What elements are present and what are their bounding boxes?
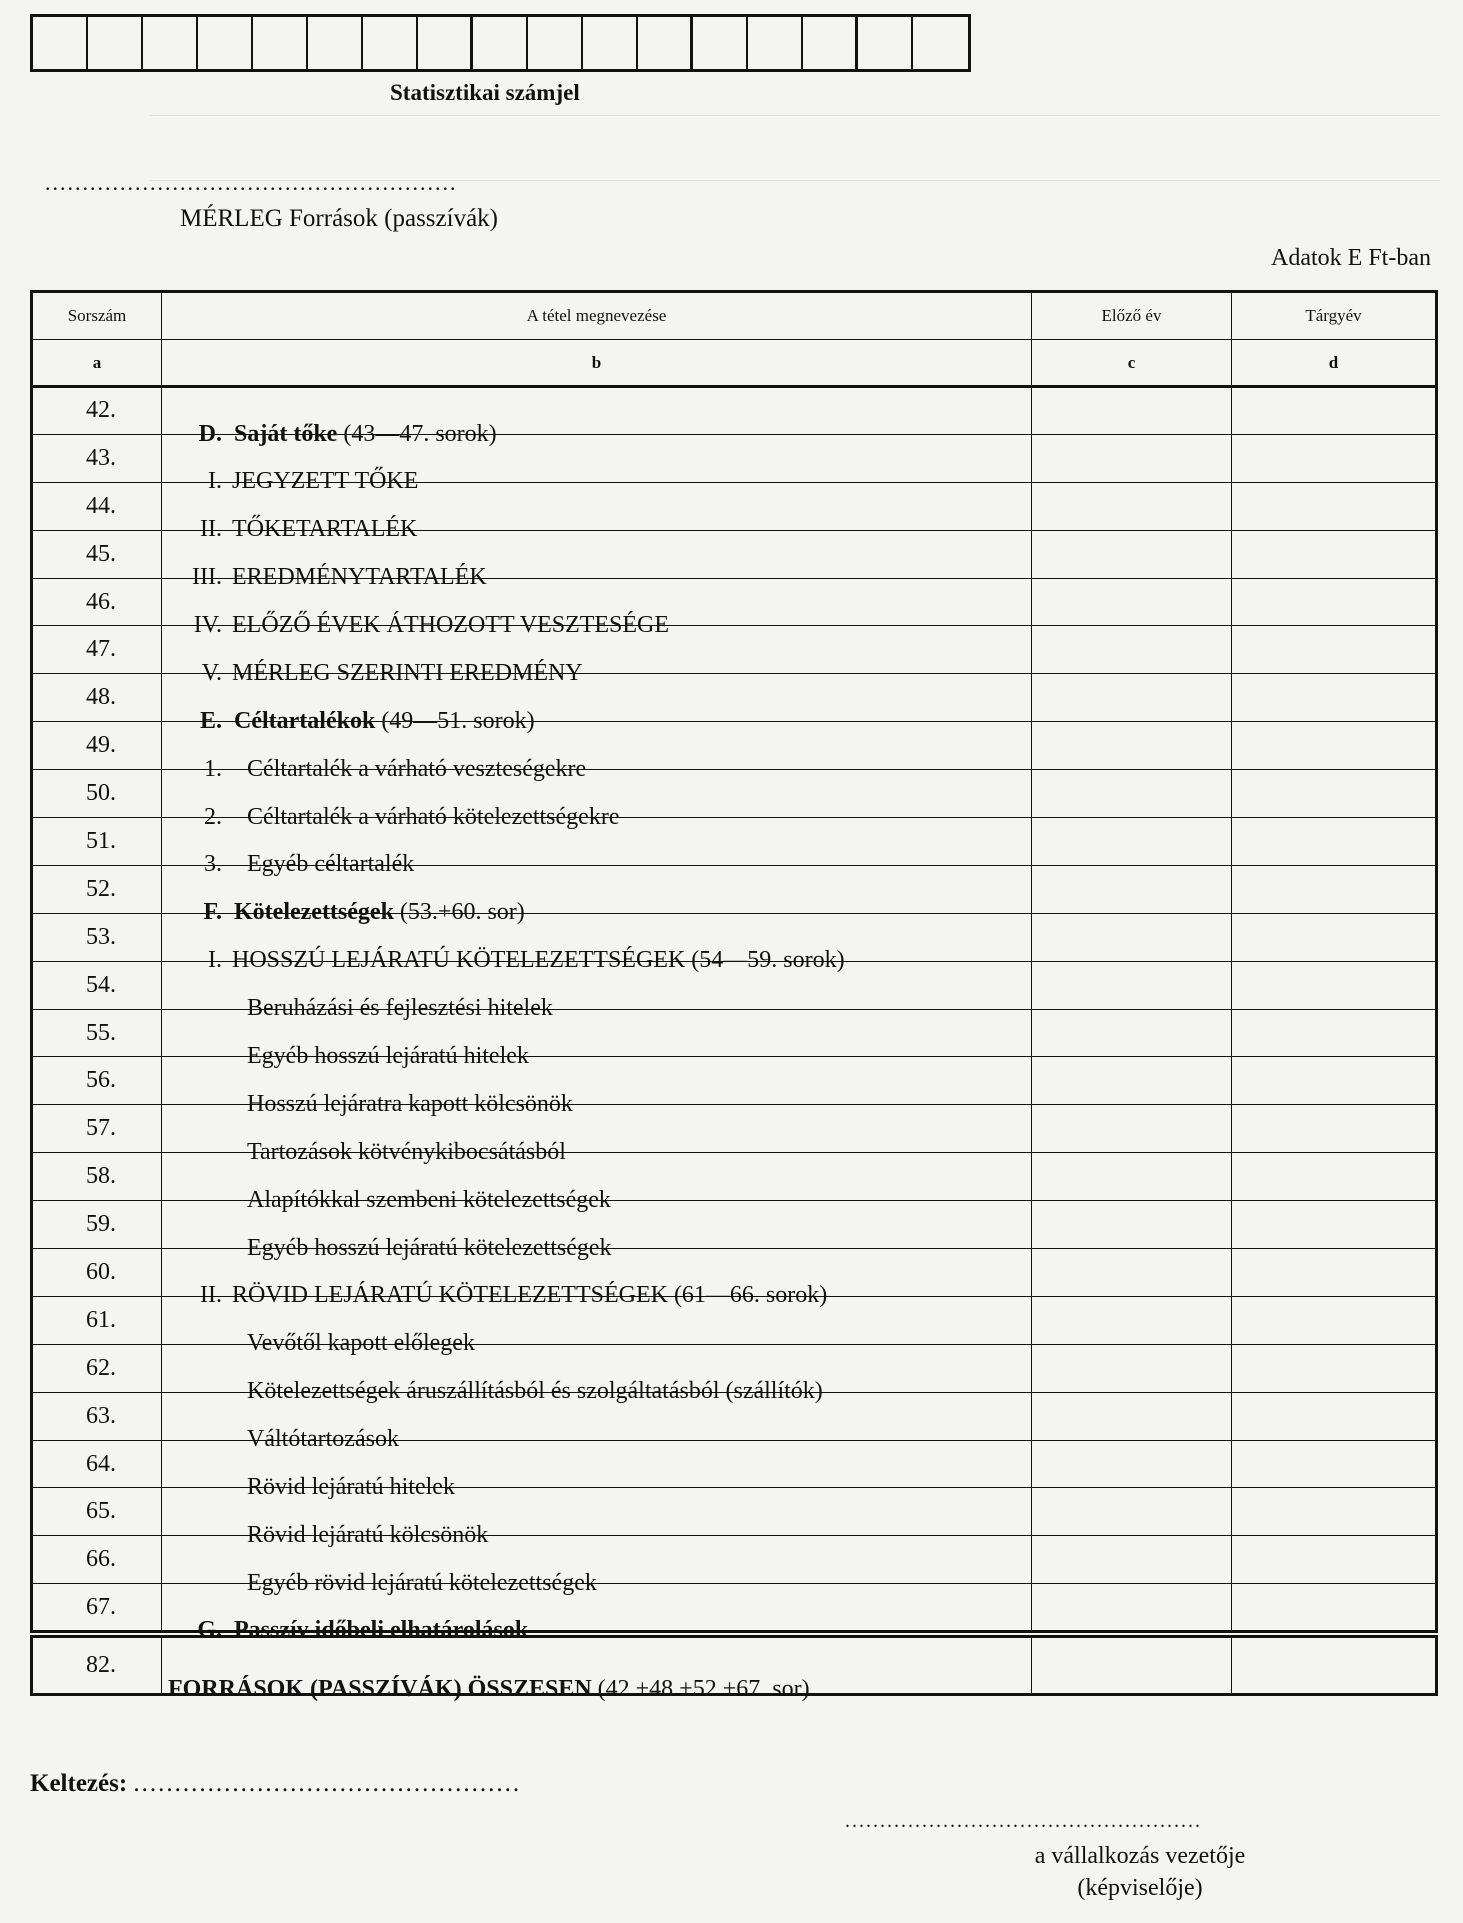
row-title: Vevőtől kapott előlegek xyxy=(247,1330,475,1357)
code-box[interactable] xyxy=(693,17,748,69)
col-header-name: A tétel megnevezése xyxy=(162,292,1032,340)
company-name-line[interactable]: ....................................................... xyxy=(45,170,458,195)
current-year-cell[interactable] xyxy=(1232,1584,1437,1632)
row-title: Céltartalékok xyxy=(234,707,376,734)
previous-year-cell[interactable] xyxy=(1032,1153,1232,1201)
row-label xyxy=(162,913,1032,974)
code-box[interactable] xyxy=(33,17,88,69)
row-title: JEGYZETT TŐKE xyxy=(232,468,419,495)
current-year-cell[interactable] xyxy=(1232,1249,1437,1297)
current-year-cell[interactable] xyxy=(1232,626,1437,674)
row-label xyxy=(162,865,1032,926)
row-label xyxy=(162,530,1032,591)
table-row xyxy=(32,1249,1437,1297)
row-number: 63. xyxy=(32,1392,162,1440)
row-suffix: (43—47. sorok) xyxy=(337,420,497,447)
current-year-cell[interactable] xyxy=(1232,1153,1437,1201)
code-box[interactable] xyxy=(308,17,363,69)
previous-year-cell[interactable] xyxy=(1032,626,1232,674)
previous-year-cell[interactable] xyxy=(1032,1392,1232,1440)
previous-year-cell[interactable] xyxy=(1032,961,1232,1009)
row-title: Rövid lejáratú hitelek xyxy=(247,1474,455,1501)
previous-year-cell[interactable] xyxy=(1032,434,1232,482)
code-box[interactable] xyxy=(473,17,528,69)
row-title: Tartozások kötvénykibocsátásból xyxy=(247,1138,566,1165)
row-title: Alapítókkal szembeni kötelezettségek xyxy=(247,1186,611,1213)
row-title: Céltartalék a várható kötelezettségekre xyxy=(247,803,620,830)
row-title: Hosszú lejáratra kapott kölcsönök xyxy=(247,1090,573,1117)
previous-year-cell[interactable] xyxy=(1032,674,1232,722)
row-title: Rövid lejáratú kölcsönök xyxy=(247,1521,489,1548)
total-label: FORRÁSOK (PASSZÍVÁK) ÖSSZESEN xyxy=(168,1675,592,1702)
code-box[interactable] xyxy=(363,17,418,69)
row-label xyxy=(162,818,1032,878)
row-label xyxy=(162,1536,1032,1596)
signature-caption-line2: (képviselője) xyxy=(1077,1875,1203,1901)
current-year-cell[interactable] xyxy=(1232,722,1437,770)
table-row xyxy=(32,1344,1437,1392)
previous-year-cell[interactable] xyxy=(1032,1009,1232,1057)
row-number: 64. xyxy=(32,1440,162,1488)
row-title: HOSSZÚ LEJÁRATÚ KÖTELEZETTSÉGEK (54—59. sorok) xyxy=(232,947,845,974)
table-row xyxy=(32,674,1437,722)
code-box[interactable] xyxy=(913,17,968,69)
row-number: 56. xyxy=(32,1057,162,1105)
previous-year-cell[interactable] xyxy=(1032,1440,1232,1488)
previous-year-cell[interactable] xyxy=(1032,722,1232,770)
row-label xyxy=(162,434,1032,495)
row-marker: E. xyxy=(199,707,222,734)
current-year-cell[interactable] xyxy=(1232,961,1437,1009)
current-year-cell[interactable] xyxy=(1232,387,1437,435)
current-year-cell[interactable] xyxy=(1232,482,1437,530)
stat-code-boxes[interactable] xyxy=(30,14,971,72)
col-header-previous-year: Előző év xyxy=(1032,292,1232,340)
current-year-cell[interactable] xyxy=(1232,1344,1437,1392)
row-label xyxy=(162,722,1032,782)
row-label xyxy=(162,770,1032,830)
row-label xyxy=(162,1153,1032,1213)
row-number: 82. xyxy=(32,1637,162,1695)
row-number: 43. xyxy=(32,434,162,482)
code-box[interactable] xyxy=(858,17,913,69)
row-number: 67. xyxy=(32,1584,162,1632)
table-row xyxy=(32,482,1437,530)
row-label xyxy=(162,1637,1032,1702)
row-title: TŐKETARTALÉK xyxy=(232,516,418,543)
row-title: EREDMÉNYTARTALÉK xyxy=(232,564,487,591)
previous-year-cell[interactable] xyxy=(1032,913,1232,961)
row-title: Egyéb hosszú lejáratú kötelezettségek xyxy=(247,1234,612,1261)
row-marker: F. xyxy=(203,899,222,926)
header-row xyxy=(32,292,1437,340)
row-title: Kötelezettségek xyxy=(234,899,394,926)
table-row xyxy=(32,530,1437,578)
current-year-cell[interactable] xyxy=(1232,1392,1437,1440)
signature-line[interactable]: ................................................... xyxy=(845,1810,1202,1832)
row-number: 49. xyxy=(32,722,162,770)
total-table xyxy=(30,1635,1438,1702)
code-box[interactable] xyxy=(528,17,583,69)
row-number: 54. xyxy=(32,961,162,1009)
table-row xyxy=(32,722,1437,770)
row-number: 47. xyxy=(32,626,162,674)
row-number: 44. xyxy=(32,482,162,530)
table-row xyxy=(32,961,1437,1009)
previous-year-cell[interactable] xyxy=(1032,1057,1232,1105)
row-marker: IV. xyxy=(193,612,222,638)
table-row xyxy=(32,1057,1437,1105)
row-label xyxy=(162,1296,1032,1357)
row-number: 53. xyxy=(32,913,162,961)
row-label xyxy=(162,1584,1032,1644)
current-year-cell[interactable] xyxy=(1232,434,1437,482)
row-title: Beruházási és fejlesztési hitelek xyxy=(247,995,553,1022)
row-number: 60. xyxy=(32,1249,162,1297)
row-suffix: (53.+60. sor) xyxy=(393,899,525,926)
current-year-cell[interactable] xyxy=(1232,1201,1437,1249)
row-marker: III. xyxy=(192,564,222,591)
row-marker: G. xyxy=(197,1617,222,1644)
previous-year-cell[interactable] xyxy=(1032,482,1232,530)
balance-table xyxy=(30,290,1438,1644)
row-title: Egyéb céltartalék xyxy=(247,851,415,878)
previous-year-cell[interactable] xyxy=(1032,1296,1232,1344)
previous-year-cell[interactable] xyxy=(1032,387,1232,435)
row-number: 65. xyxy=(32,1488,162,1536)
code-box[interactable] xyxy=(418,17,473,69)
code-box[interactable] xyxy=(638,17,693,69)
current-year-cell[interactable] xyxy=(1232,1009,1437,1057)
previous-year-cell[interactable] xyxy=(1032,1201,1232,1249)
row-number: 48. xyxy=(32,674,162,722)
date-label: Keltezés: xyxy=(30,1770,128,1797)
row-marker: II. xyxy=(200,516,222,543)
row-label xyxy=(162,1488,1032,1548)
col-header-sorszam: Sorszám xyxy=(32,292,162,340)
table-row xyxy=(32,578,1437,626)
table-row xyxy=(32,626,1437,674)
letter-row xyxy=(32,340,1437,387)
row-marker: 1. xyxy=(204,755,222,782)
row-title: Céltartalék a várható veszteségekre xyxy=(247,755,587,782)
unit-note: Adatok E Ft-ban xyxy=(1271,245,1431,271)
table-row xyxy=(32,1440,1437,1488)
row-number: 55. xyxy=(32,1009,162,1057)
row-label xyxy=(162,1344,1032,1405)
current-year-cell[interactable] xyxy=(1232,1440,1437,1488)
row-label xyxy=(162,1009,1032,1070)
previous-year-cell[interactable] xyxy=(1032,1488,1232,1536)
table-row xyxy=(32,1584,1437,1632)
row-number: 50. xyxy=(32,770,162,818)
row-title: ELŐZŐ ÉVEK ÁTHOZOTT VESZTESÉGE xyxy=(232,612,670,638)
row-label xyxy=(162,1392,1032,1453)
row-label xyxy=(162,1201,1032,1261)
current-year-cell[interactable] xyxy=(1232,1536,1437,1584)
previous-year-cell[interactable] xyxy=(1032,865,1232,913)
total-suffix: (42.+48.+52.+67. sor) xyxy=(591,1675,810,1702)
code-box[interactable] xyxy=(143,17,198,69)
stat-code-label: Statisztikai számjel xyxy=(390,80,580,105)
signature-caption xyxy=(1000,1840,1280,1904)
previous-year-cell[interactable] xyxy=(1032,770,1232,818)
table-row xyxy=(32,1153,1437,1201)
previous-year-cell[interactable] xyxy=(1032,530,1232,578)
current-year-cell[interactable] xyxy=(1232,578,1437,626)
row-suffix: (49—51. sorok) xyxy=(375,707,535,734)
date-field xyxy=(30,1770,521,1798)
row-marker: D. xyxy=(198,420,222,447)
code-box[interactable] xyxy=(803,17,858,69)
row-label xyxy=(162,626,1032,686)
row-label xyxy=(162,1249,1032,1309)
row-title: Egyéb hosszú lejáratú hitelek xyxy=(247,1043,529,1070)
code-box[interactable] xyxy=(253,17,308,69)
col-letter: b xyxy=(162,340,1032,387)
row-title: Kötelezettségek áruszállításból és szolgáltatásból (szállítók) xyxy=(247,1378,823,1405)
previous-year-cell[interactable] xyxy=(1032,1637,1232,1695)
row-number: 62. xyxy=(32,1344,162,1392)
row-marker: 3. xyxy=(204,851,222,878)
col-header-current-year: Tárgyév xyxy=(1232,292,1437,340)
row-label xyxy=(162,387,1032,447)
row-marker: I. xyxy=(208,468,222,495)
signature-caption-line1: a vállalkozás vezetője xyxy=(1034,1843,1246,1869)
previous-year-cell[interactable] xyxy=(1032,818,1232,866)
table-row xyxy=(32,1296,1437,1344)
table-row xyxy=(32,1488,1437,1536)
bleed-line xyxy=(150,115,1440,116)
row-number: 66. xyxy=(32,1536,162,1584)
row-number: 61. xyxy=(32,1296,162,1344)
previous-year-cell[interactable] xyxy=(1032,1536,1232,1584)
code-box[interactable] xyxy=(748,17,803,69)
current-year-cell[interactable] xyxy=(1232,770,1437,818)
balance-title: MÉRLEG Források (passzívák) xyxy=(180,205,498,232)
table-row xyxy=(32,770,1437,818)
current-year-cell[interactable] xyxy=(1232,530,1437,578)
current-year-cell[interactable] xyxy=(1232,818,1437,866)
table-row xyxy=(32,913,1437,961)
row-number: 57. xyxy=(32,1105,162,1153)
current-year-cell[interactable] xyxy=(1232,1105,1437,1153)
row-marker: V. xyxy=(201,659,222,686)
row-label xyxy=(162,1105,1032,1165)
code-box[interactable] xyxy=(88,17,143,69)
current-year-cell[interactable] xyxy=(1232,1057,1437,1105)
row-label xyxy=(162,1057,1032,1117)
row-number: 52. xyxy=(32,865,162,913)
row-label xyxy=(162,1440,1032,1501)
table-row xyxy=(32,434,1437,482)
previous-year-cell[interactable] xyxy=(1032,1249,1232,1297)
previous-year-cell[interactable] xyxy=(1032,578,1232,626)
col-letter: c xyxy=(1032,340,1232,387)
row-marker: I. xyxy=(208,947,222,974)
row-label xyxy=(162,578,1032,638)
row-marker: II. xyxy=(200,1282,222,1309)
table-row xyxy=(32,865,1437,913)
code-box[interactable] xyxy=(583,17,638,69)
current-year-cell[interactable] xyxy=(1232,1296,1437,1344)
table-row xyxy=(32,818,1437,866)
current-year-cell[interactable] xyxy=(1232,913,1437,961)
row-number: 45. xyxy=(32,530,162,578)
code-box[interactable] xyxy=(198,17,253,69)
table-row xyxy=(32,1392,1437,1440)
total-row xyxy=(32,1637,1437,1695)
row-title: Váltótartozások xyxy=(247,1426,399,1453)
row-title: Saját tőke xyxy=(234,420,338,447)
current-year-cell[interactable] xyxy=(1232,674,1437,722)
previous-year-cell[interactable] xyxy=(1032,1584,1232,1632)
row-label xyxy=(162,482,1032,543)
row-number: 42. xyxy=(32,387,162,435)
previous-year-cell[interactable] xyxy=(1032,1344,1232,1392)
current-year-cell[interactable] xyxy=(1232,1637,1437,1695)
row-title: Passzív időbeli elhatárolások xyxy=(234,1617,529,1644)
row-number: 58. xyxy=(32,1153,162,1201)
col-letter: a xyxy=(32,340,162,387)
previous-year-cell[interactable] xyxy=(1032,1105,1232,1153)
col-letter: d xyxy=(1232,340,1437,387)
row-number: 51. xyxy=(32,818,162,866)
row-number: 46. xyxy=(32,578,162,626)
table-row xyxy=(32,387,1437,435)
row-title: Egyéb rövid lejáratú kötelezettségek xyxy=(247,1569,597,1596)
row-title: RÖVID LEJÁRATÚ KÖTELEZETTSÉGEK (61—66. sorok) xyxy=(232,1282,828,1309)
row-label xyxy=(162,674,1032,734)
date-line[interactable]: ............................................... xyxy=(133,1770,522,1797)
row-marker: 2. xyxy=(204,803,222,830)
current-year-cell[interactable] xyxy=(1232,1488,1437,1536)
table-row xyxy=(32,1105,1437,1153)
row-label xyxy=(162,961,1032,1022)
table-row xyxy=(32,1201,1437,1249)
table-row xyxy=(32,1009,1437,1057)
current-year-cell[interactable] xyxy=(1232,865,1437,913)
table-row xyxy=(32,1536,1437,1584)
row-title: MÉRLEG SZERINTI EREDMÉNY xyxy=(232,659,583,686)
row-number: 59. xyxy=(32,1201,162,1249)
